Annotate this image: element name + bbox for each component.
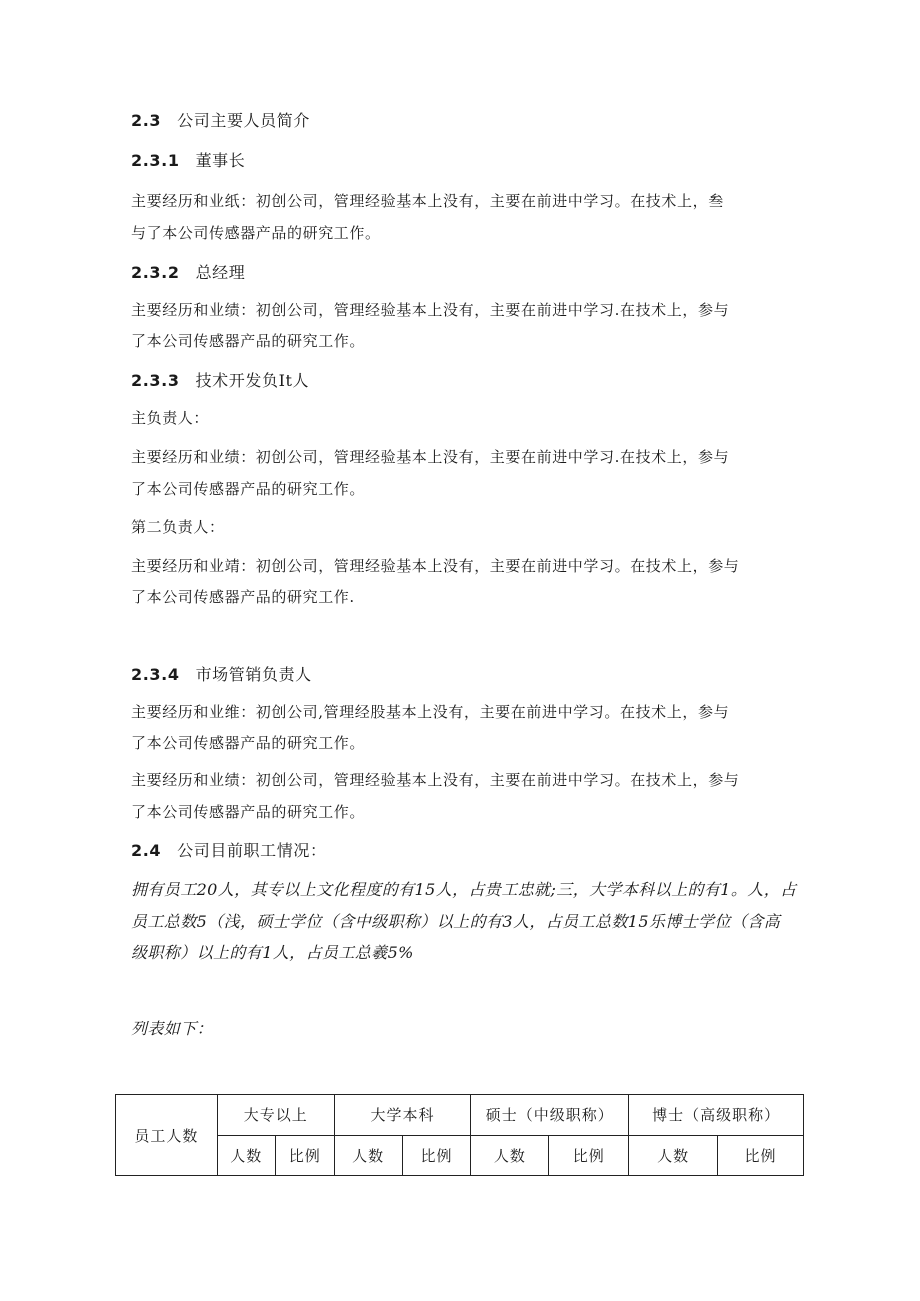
- subheader-cell: 比例: [549, 1135, 629, 1176]
- group-header-cell: 硕士（中级职称）: [471, 1095, 629, 1136]
- paragraph-line: 主要经历和业靖：初创公司，管理经验基本上没有，主要在前进中学习。在技术上，参与: [131, 557, 740, 575]
- subheader-cell: 人数: [334, 1135, 402, 1176]
- staff-table: [115, 1094, 804, 1176]
- paragraph-line: 主要经历和业绩：初创公司，管理经验基本上没有，主要在前进中学习.在技术上，参与: [131, 448, 730, 466]
- section-heading-2-3: 2.3 公司主要人员简介: [131, 111, 310, 130]
- paragraph-line: 主负责人：: [131, 409, 210, 427]
- section-heading-2-4: 2.4 公司目前职工情况：: [131, 841, 327, 860]
- group-header-cell: 博士（高级职称）: [629, 1095, 804, 1136]
- paragraph-line: 与了本公司传感器产品的研究工作。: [131, 224, 381, 242]
- paragraph-line: 了本公司传感器产品的研究工作。: [131, 480, 366, 498]
- paragraph-line: 级职称）以上的有1人，占员工总羲5%: [131, 943, 414, 962]
- subheader-cell: 人数: [217, 1135, 275, 1176]
- table-header-row: [116, 1095, 804, 1136]
- paragraph-line: 了本公司传感器产品的研究工作。: [131, 803, 366, 821]
- subheader-cell: 比例: [275, 1135, 334, 1176]
- paragraph-line: 了本公司传感器产品的研究工作。: [131, 734, 366, 752]
- paragraph-line: 主要经历和业纸：初创公司，管理经验基本上没有，主要在前进中学习。在技术上，叁: [131, 192, 724, 210]
- group-header-cell: 大学本科: [334, 1095, 471, 1136]
- section-heading-2-3-4: 2.3.4 市场管销负责人: [131, 665, 312, 684]
- paragraph-line: 了本公司传感器产品的研究工作。: [131, 332, 366, 350]
- paragraph-line: 了本公司传感器产品的研究工作.: [131, 588, 355, 606]
- subheader-cell: 人数: [471, 1135, 549, 1176]
- table-subheader-row: [116, 1135, 804, 1176]
- paragraph-line: 主要经历和业绩：初创公司，管理经验基本上没有，主要在前进中学习。在技术上，参与: [131, 771, 740, 789]
- subheader-cell: 比例: [718, 1135, 804, 1176]
- section-heading-2-3-3: 2.3.3 技术开发负It人: [131, 371, 310, 390]
- group-header-cell: 大专以上: [217, 1095, 334, 1136]
- row-header-cell: 员工人数: [116, 1095, 218, 1176]
- paragraph-line: 主要经历和业绩：初创公司，管理经验基本上没有，主要在前进中学习.在技术上，参与: [131, 301, 730, 319]
- paragraph-line: 第二负责人：: [131, 518, 225, 536]
- subheader-cell: 人数: [629, 1135, 718, 1176]
- table-intro: 列表如下：: [131, 1019, 214, 1038]
- paragraph-line: 员工总数5（浅，硕士学位（含中级职称）以上的有3人，占员工总数15乐博士学位（含高: [131, 912, 781, 931]
- paragraph-line: 主要经历和业维：初创公司,管理经股基本上没有，主要在前进中学习。在技术上，参与: [131, 703, 730, 721]
- section-heading-2-3-1: 2.3.1 董事长: [131, 151, 246, 170]
- section-heading-2-3-2: 2.3.2 总经理: [131, 263, 246, 282]
- paragraph-line: 拥有员工20人，其专以上文化程度的有15人，占贵工忠就;三，大学本科以上的有1。人，占: [131, 880, 797, 899]
- subheader-cell: 比例: [402, 1135, 471, 1176]
